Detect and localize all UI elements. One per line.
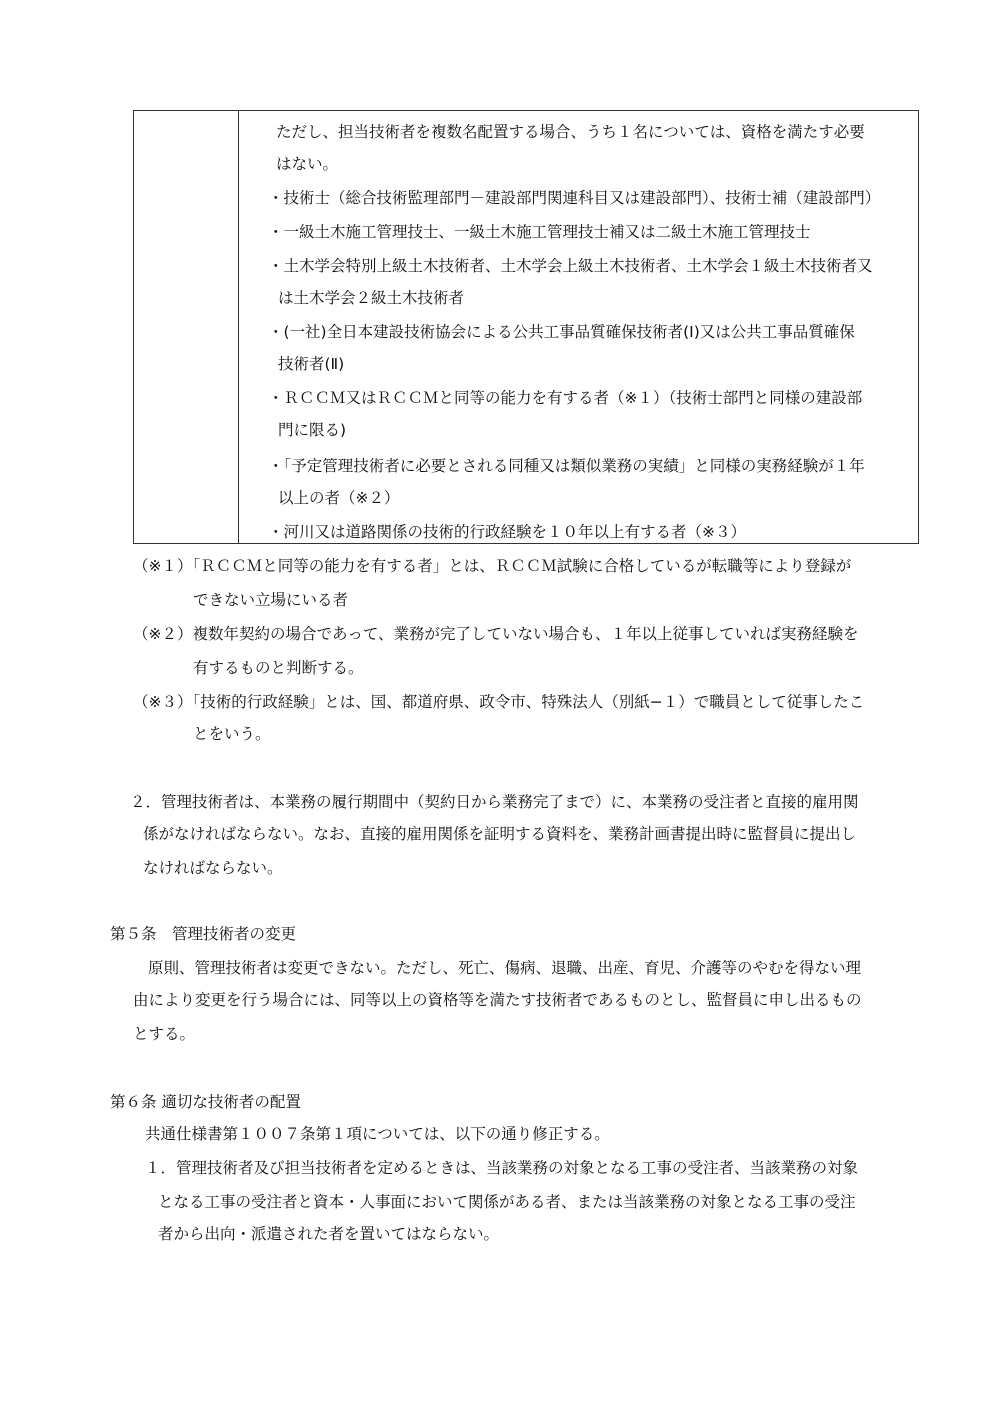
table-line: ・河川又は道路関係の技術的行政経験を１０年以上有する者（※３） (268, 523, 746, 541)
table-line: 門に限る) (278, 421, 347, 439)
article-6-heading: 第６条 適切な技術者の配置 (110, 1093, 301, 1111)
note-1-cont: できない立場にいる者 (193, 591, 349, 609)
note-2-cont: 有するものと判断する。 (193, 659, 364, 677)
table-divider (238, 110, 239, 544)
article-5-line: 由により変更を行う場合には、同等以上の資格等を満たす技術者であるものとし、監督員に申し出るもの (133, 991, 862, 1009)
article-5-line: 原則、管理技術者は変更できない。ただし、死亡、傷病、退職、出産、育児、介護等のやむを得ない理 (148, 959, 862, 977)
note-1: （※１）「ＲＣＣＭと同等の能力を有する者」とは、ＲＣＣＭ試験に合格しているが転職等により登録が (133, 557, 852, 575)
table-line: ・技術士（総合技術監理部門－建設部門関連科目又は建設部門）、技術士補（建設部門） (268, 189, 881, 207)
table-line: 技術者(Ⅱ) (278, 355, 345, 373)
item-2-line: なければならない。 (143, 859, 283, 877)
table-line: ただし、担当技術者を複数名配置する場合、うち１名については、資格を満たす必要 (276, 123, 865, 141)
table-line: ・「予定管理技術者に必要とされる同種又は類似業務の実績」と同様の実務経験が１年 (268, 457, 865, 475)
table-line: ・一級土木施工管理技士、一級土木施工管理技士補又は二級土木施工管理技士 (268, 223, 811, 241)
note-2: （※２）複数年契約の場合であって、業務が完了していない場合も、１年以上従事していれば実務経験を (133, 625, 859, 643)
note-3-cont: とをいう。 (193, 725, 271, 743)
table-line: 以上の者（※２） (278, 489, 400, 507)
table-line: は土木学会２級土木技術者 (278, 289, 465, 307)
article-6-line: となる工事の受注者と資本・人事面において関係がある者、または当該業務の対象となる工事の受注 (158, 1193, 856, 1211)
item-2-line: ２．管理技術者は、本業務の履行期間中（契約日から業務完了まで）に、本業務の受注者と直接的雇用関 (130, 793, 859, 811)
table-line: ・ＲＣＣＭ又はＲＣＣＭと同等の能力を有する者（※１）（技術士部門と同様の建設部 (268, 389, 863, 407)
table-line: ・(一社)全日本建設技術協会による公共工事品質確保技術者(Ⅰ)又は公共工事品質確保 (268, 323, 855, 341)
note-3: （※３）「技術的行政経験」とは、国、都道府県、政令市、特殊法人（別紙−１）で職員として従事したこ (133, 693, 865, 711)
article-5-heading: 第５条 管理技術者の変更 (110, 925, 297, 943)
table-line: はない。 (276, 155, 339, 173)
table-line: ・土木学会特別上級土木技術者、土木学会上級土木技術者、土木学会１級土木技術者又 (268, 257, 873, 275)
article-5-line: とする。 (133, 1025, 196, 1043)
item-2-line: 係がなければならない。なお、直接的雇用関係を証明する資料を、業務計画書提出時に監督員に提出し (143, 825, 857, 843)
article-6-intro: 共通仕様書第１００７条第１項については、以下の通り修正する。 (145, 1125, 610, 1143)
article-6-line: １．管理技術者及び担当技術者を定めるときは、当該業務の対象となる工事の受注者、当該業務の対象 (145, 1159, 859, 1177)
article-6-line: 者から出向・派遣された者を置いてはならない。 (158, 1225, 500, 1243)
